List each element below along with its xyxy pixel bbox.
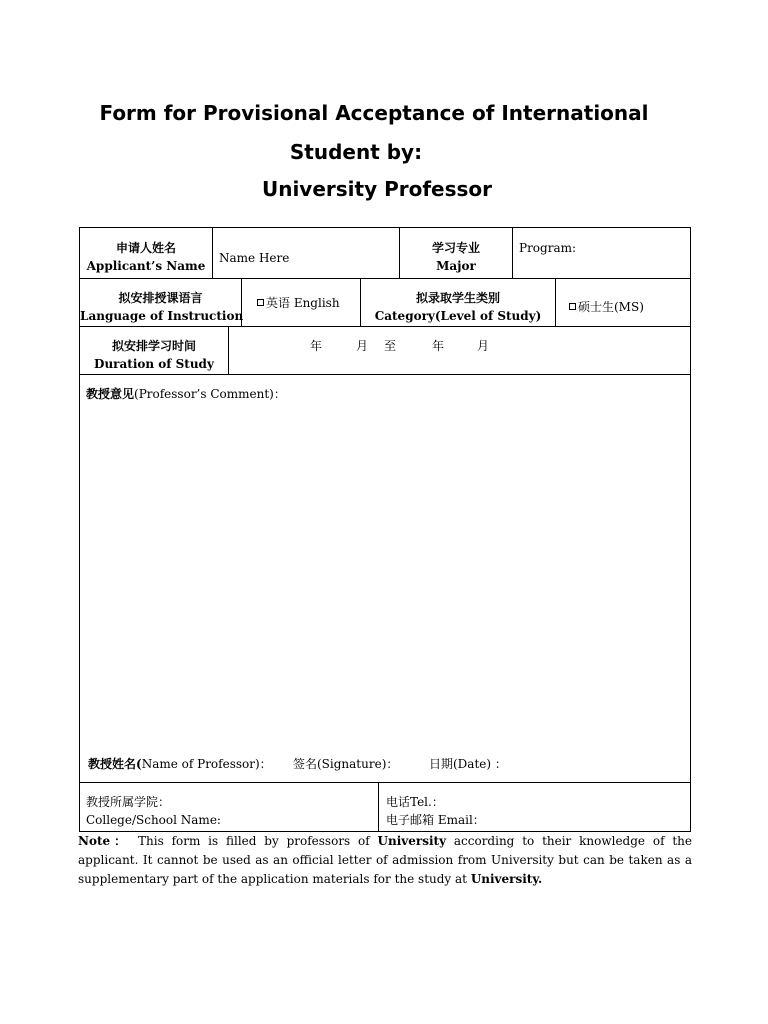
form-title-line-1: Form for Provisional Acceptance of International (99, 101, 649, 125)
checkbox-icon[interactable] (569, 303, 576, 310)
professor-comment-label (86, 386, 286, 402)
college-name-field[interactable]: College/School Name: (86, 813, 221, 827)
category-label-en: Category(Level of Study) (374, 309, 542, 323)
column-divider (378, 782, 379, 832)
email-field[interactable]: 电子邮箱 Email： (386, 813, 485, 827)
date-field[interactable]: 日期(Date) ： (429, 757, 507, 771)
form-note (78, 832, 692, 889)
professor-comment-area[interactable] (84, 404, 684, 744)
row-divider (79, 326, 691, 327)
row-divider (79, 278, 691, 279)
applicant-name-value[interactable]: Name Here (219, 251, 290, 265)
start-year-field[interactable]: 年 (310, 339, 323, 353)
start-month-field[interactable]: 月 (356, 339, 369, 353)
note-text-1: This form is filled by professors of (130, 834, 378, 848)
category-label-cn: 拟录取学生类别 (415, 291, 500, 305)
category-option-ms[interactable] (569, 299, 644, 315)
row-divider (79, 782, 691, 783)
college-label-cn: 教授所属学院： (86, 795, 171, 809)
to-label: 至 (384, 339, 397, 353)
professor-name-field[interactable] (88, 756, 272, 772)
form-title-line-2: Student by: (289, 140, 423, 164)
row-divider (79, 374, 691, 375)
professor-name-label-en: Name of Professor)： (141, 757, 272, 771)
duration-label-cn: 拟安排学习时间 (111, 339, 196, 353)
checkbox-icon[interactable] (257, 299, 264, 306)
duration-label-en: Duration of Study (94, 357, 214, 371)
major-label-cn: 学习专业 (431, 241, 480, 255)
note-university-2: University. (470, 872, 543, 886)
note-label: Note： (78, 834, 131, 848)
category-option-label: 硕士生(MS) (578, 300, 644, 314)
tel-field[interactable]: 电话Tel.： (386, 795, 444, 809)
column-divider (228, 326, 229, 375)
professor-comment-label-en: (Professor’s Comment)： (134, 387, 286, 401)
end-year-field[interactable]: 年 (432, 339, 445, 353)
note-text-2: according to their knowledge of the applicant. It cannot be used as an official letter of admission from University but can be taken as a supplementary part of the application materials for the study at (78, 834, 692, 886)
note-university-1: University (377, 834, 447, 848)
language-option-label: 英语 English (266, 296, 340, 310)
end-month-field[interactable]: 月 (477, 339, 490, 353)
applicant-name-label-en: Applicant’s Name (86, 259, 206, 273)
applicant-name-label-cn: 申请人姓名 (115, 241, 176, 255)
column-divider (512, 227, 513, 279)
language-label-cn: 拟安排授课语言 (118, 291, 203, 305)
professor-comment-label-cn: 教授意见 (86, 387, 135, 401)
column-divider (555, 278, 556, 327)
signature-field[interactable]: 签名(Signature)： (293, 757, 399, 771)
professor-name-label-cn: 教授姓名( (88, 757, 142, 771)
program-field[interactable]: Program: (519, 241, 577, 255)
language-label-en: Language of Instruction (80, 309, 244, 323)
column-divider (212, 227, 213, 279)
major-label-en: Major (436, 259, 476, 273)
form-title-line-3: University Professor (261, 177, 493, 201)
language-option-english[interactable] (257, 295, 340, 311)
